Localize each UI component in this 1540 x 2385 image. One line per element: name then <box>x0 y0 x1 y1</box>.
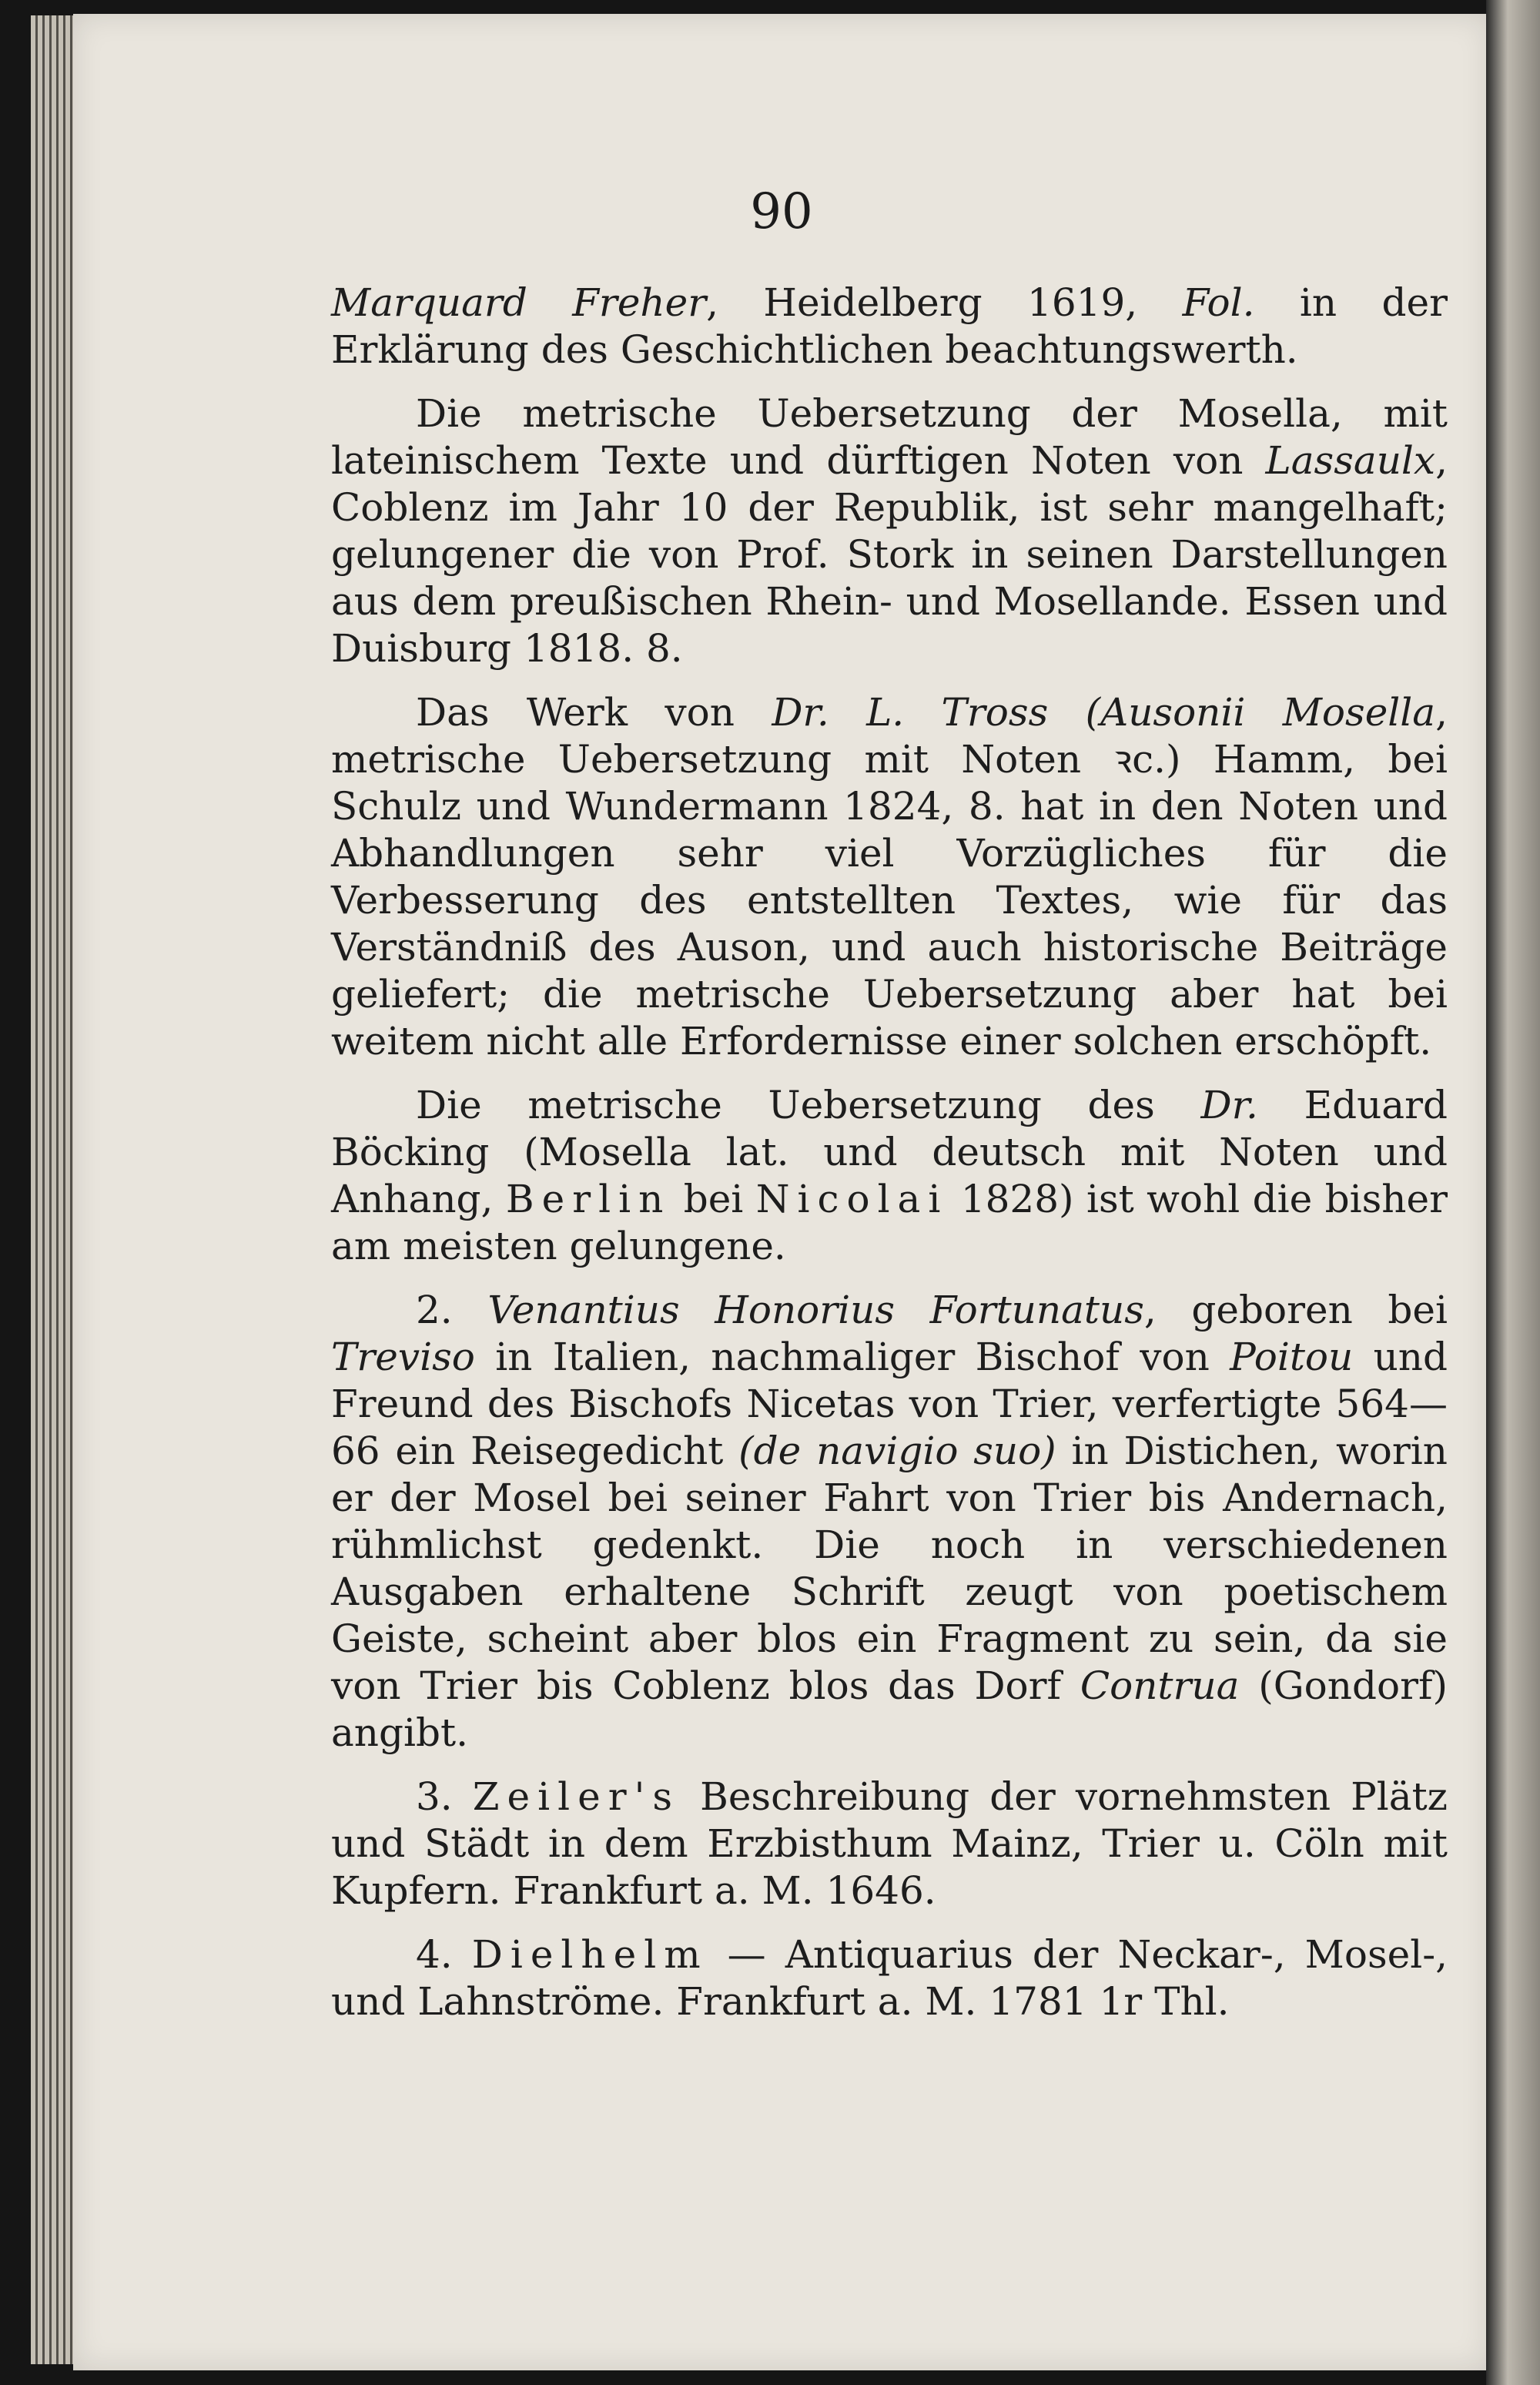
text-segment: Zeiler's <box>472 1774 681 1819</box>
text-segment: Dielhelm <box>471 1932 708 1977</box>
text-segment: , metrische Uebersetzung mit Noten ꝛc.) Hamm, bei Schulz und Wundermann 1824, 8. hat in den Noten und Abhandlungen sehr viel Vorzügliches für die Verbesserung des entstellten Textes, wie für das Verständniß des Auson, und auch historische Beiträge geliefert; die metrische Uebersetzung aber hat bei weitem nicht alle Erfordernisse einer solchen erschöpft. <box>331 690 1448 1064</box>
text-segment: Fol. <box>1182 280 1255 325</box>
text-segment: Berlin <box>505 1177 671 1221</box>
text-segment: Treviso <box>331 1335 475 1379</box>
text-segment: Venantius Honorius Fortunatus <box>487 1288 1144 1332</box>
text-segment: 1828) ist wohl die bisher am meisten gelungene. <box>331 1177 1448 1268</box>
text-segment: , Coblenz im Jahr 10 der Republik, ist sehr mangelhaft; gelungener die von Prof. Stork in seinen Darstellungen aus dem preußischen Rhein- und Mosellande. Essen und Duisburg 1818. 8. <box>331 438 1448 671</box>
text-body <box>331 280 1448 2042</box>
text-segment: Poitou <box>1230 1335 1354 1379</box>
paragraph-p5 <box>331 1287 1448 1757</box>
paragraph-p6 <box>331 1774 1448 1914</box>
text-segment: 2. <box>416 1288 488 1332</box>
paragraph-p2 <box>331 390 1448 672</box>
text-segment: und Freund des Bischofs Nicetas von Trier, verfertigte 564—66 ein Reisegedicht <box>331 1335 1448 1473</box>
paragraph-p3 <box>331 689 1448 1065</box>
text-segment: 3. <box>416 1774 473 1819</box>
page-number: 90 <box>750 183 813 240</box>
text-segment: Die metrische Uebersetzung der Mosella, mit lateinischem Texte und dürftigen Noten von <box>331 391 1448 483</box>
text-segment: Eduard Böcking (Mosella lat. und deutsch mit Noten und Anhang, <box>331 1083 1448 1221</box>
text-segment: — Antiquarius der Neckar-, Mosel-, und Lahnströme. Frankfurt a. M. 1781 1r Thl. <box>331 1932 1448 2024</box>
text-segment: Die metrische Uebersetzung des <box>416 1083 1201 1127</box>
page-edges <box>31 15 77 2364</box>
text-segment: 4. <box>416 1932 472 1977</box>
text-segment: Das Werk von <box>416 690 772 735</box>
text-segment: Beschreibung der vornehmsten Plätz und Städt in dem Erzbisthum Mainz, Trier u. Cöln mit Kupfern. Frankfurt a. M. 1646. <box>331 1774 1448 1913</box>
text-segment: , Heidelberg 1619, <box>706 280 1183 325</box>
paragraph-p7 <box>331 1931 1448 2025</box>
text-segment: (Gondorf) angibt. <box>331 1663 1448 1755</box>
text-segment: in Distichen, worin er der Mosel bei seiner Fahrt von Trier bis Andernach, rühmlichst gedenkt. Die noch in verschiedenen Ausgaben erhaltene Schrift zeugt von poetischem Geiste, scheint aber blos ein Fragment zu sein, da sie von Trier bis Coblenz blos das Dorf <box>331 1429 1448 1708</box>
book-page <box>73 14 1490 2370</box>
text-segment: , geboren bei <box>1143 1288 1448 1332</box>
text-segment: Contrua <box>1080 1663 1240 1708</box>
paragraph-p1 <box>331 280 1448 373</box>
text-segment: Nicolai <box>755 1177 949 1221</box>
text-segment: Lassaulx <box>1265 438 1436 483</box>
text-segment: Marquard Freher <box>331 280 707 325</box>
text-segment: bei <box>671 1177 756 1221</box>
text-segment: in Italien, nachmaliger Bischof von <box>474 1335 1230 1379</box>
paragraph-p4 <box>331 1082 1448 1270</box>
text-segment: in der Erklärung des Geschichtlichen beachtungswerth. <box>331 280 1448 372</box>
text-segment: (de navigio suo) <box>738 1429 1056 1473</box>
text-segment: Dr. L. Tross (Ausonii Mosella <box>772 690 1436 735</box>
text-segment: Dr. <box>1200 1083 1258 1127</box>
book-gutter <box>1486 0 1540 2385</box>
